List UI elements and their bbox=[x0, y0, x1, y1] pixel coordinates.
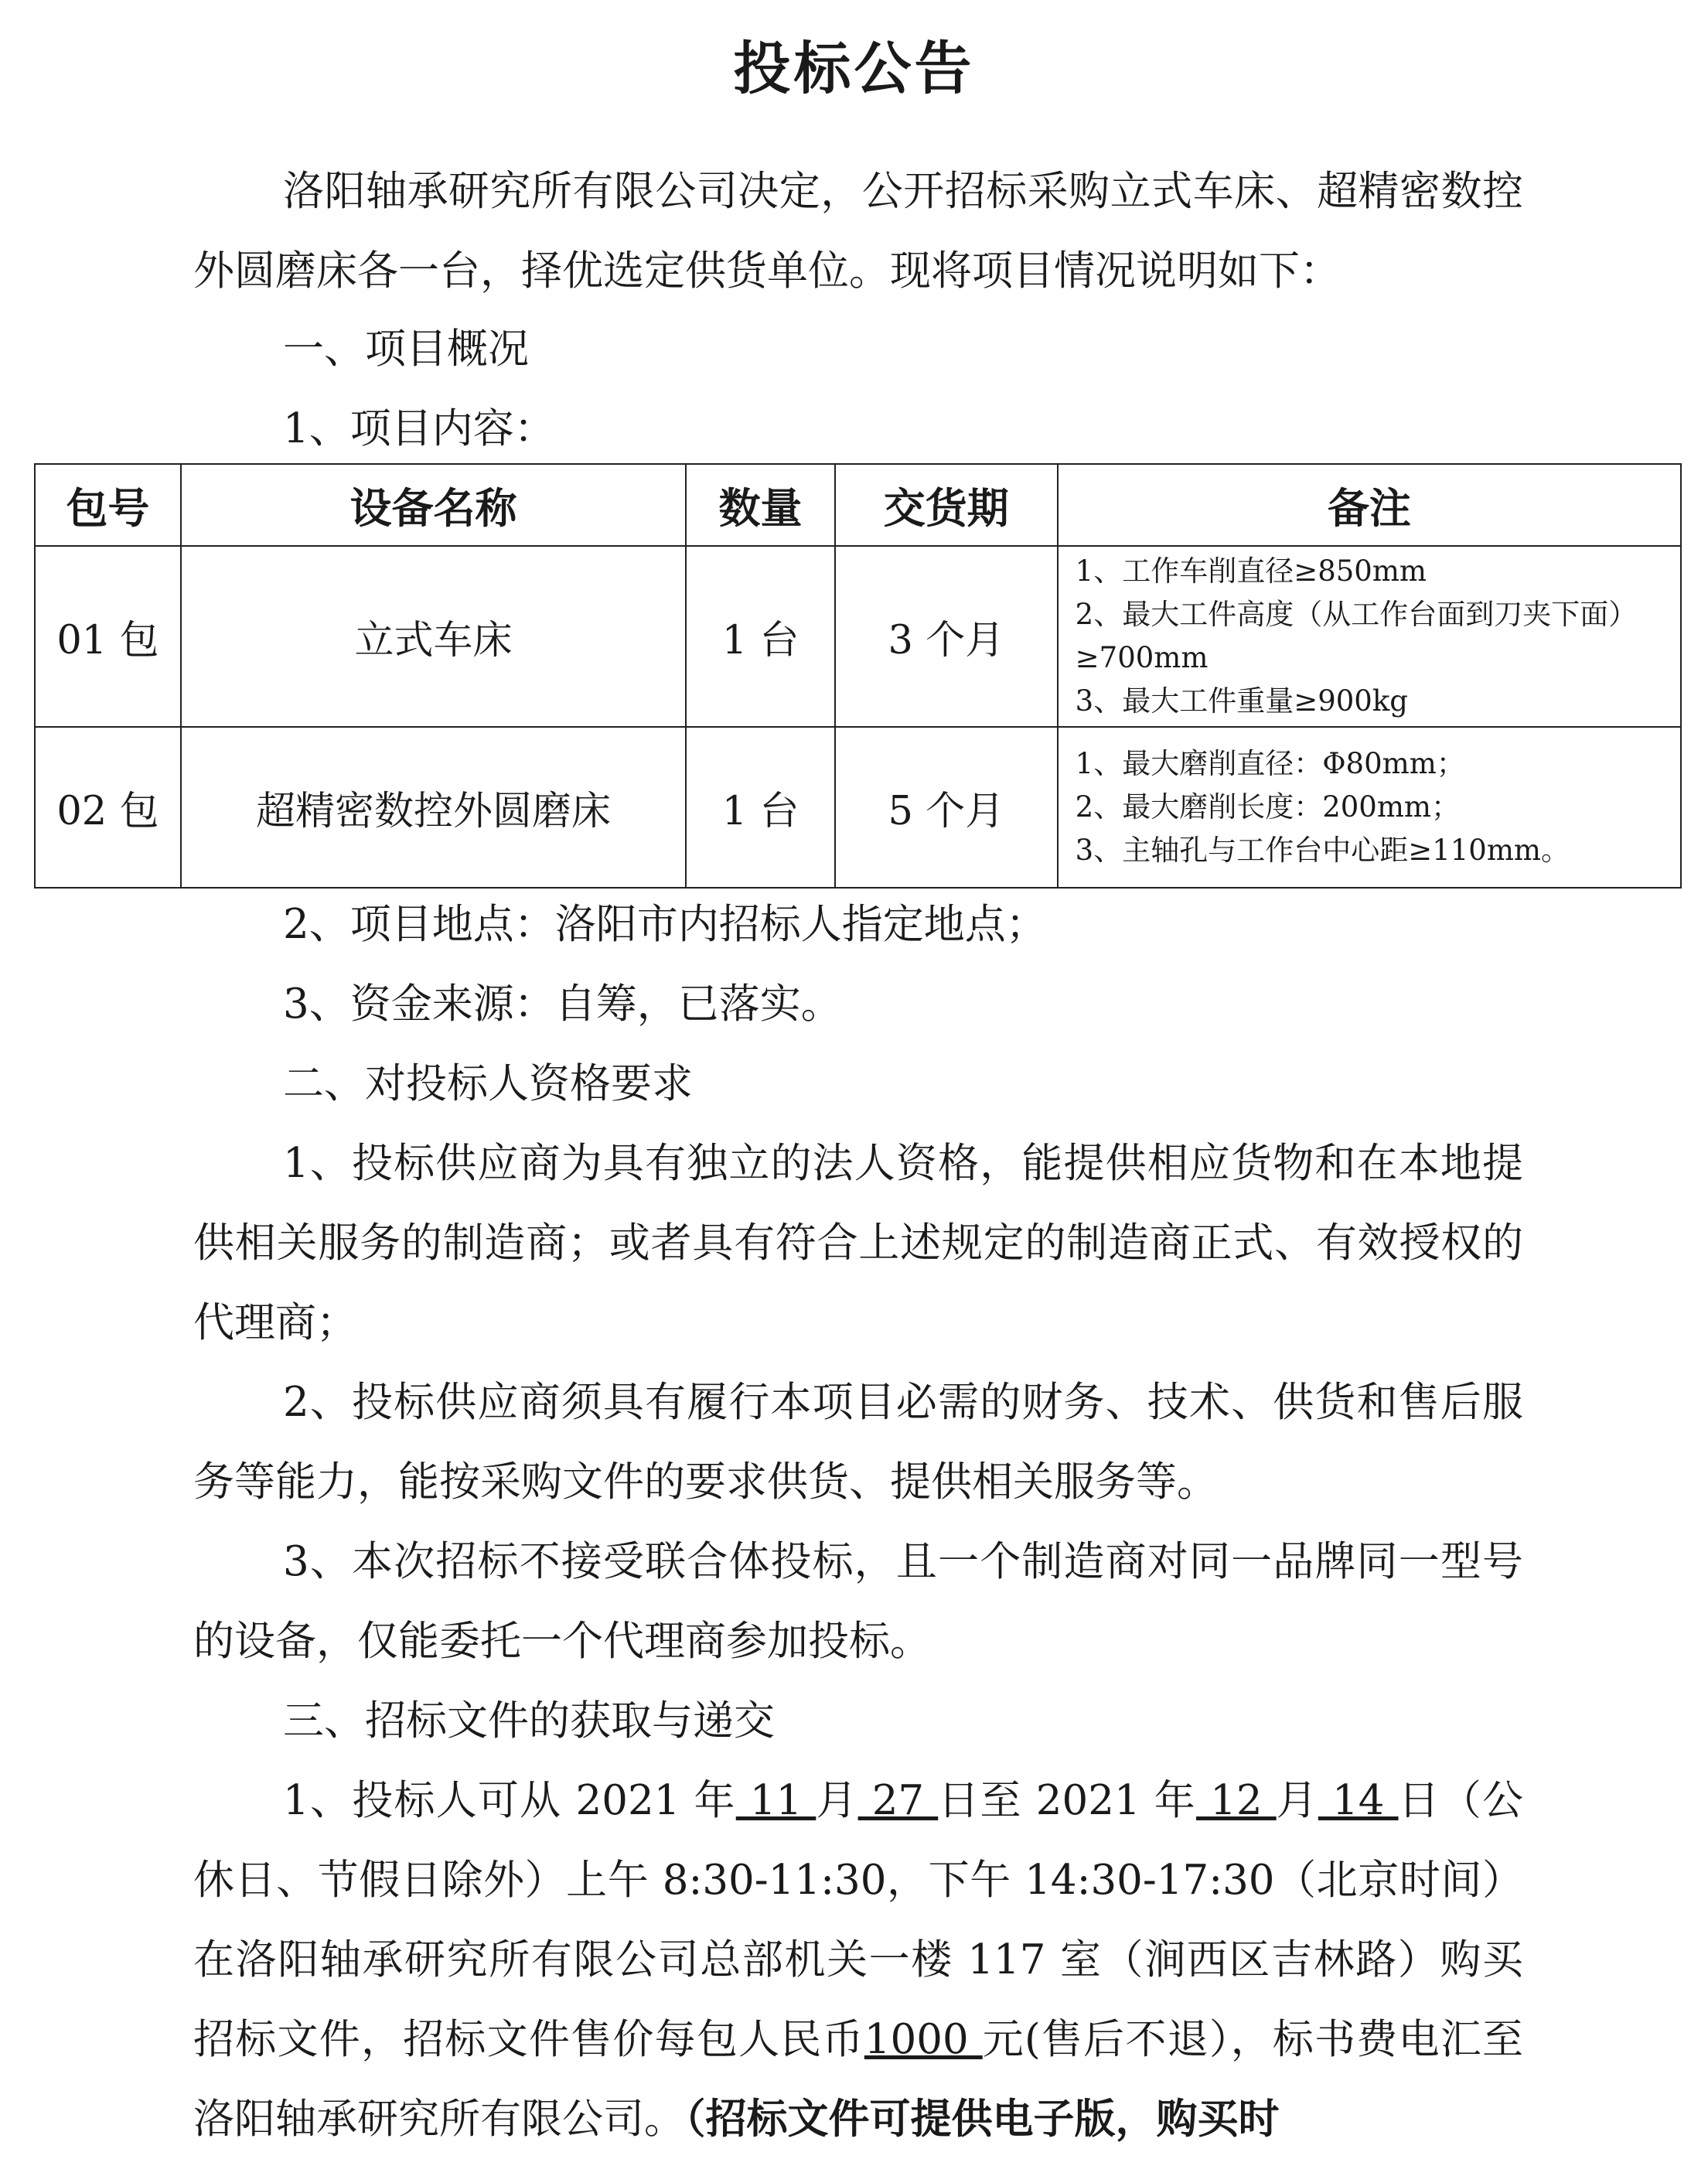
cell-equipment-name: 立式车床 bbox=[181, 546, 686, 727]
header-delivery: 交货期 bbox=[835, 464, 1058, 546]
start-month: 11 bbox=[735, 1777, 816, 1824]
text-segment: 日至 2021 年 bbox=[938, 1777, 1197, 1824]
cell-delivery: 3 个月 bbox=[835, 546, 1058, 727]
page-title: 投标公告 bbox=[733, 36, 975, 102]
section2-heading: 二、对投标人资格要求 bbox=[283, 1060, 693, 1107]
header-equipment-name: 设备名称 bbox=[181, 464, 686, 546]
document-price: 1000 bbox=[864, 2016, 983, 2063]
cell-package: 01 包 bbox=[35, 546, 181, 727]
section3-heading: 三、招标文件的获取与递交 bbox=[283, 1697, 775, 1745]
cell-notes bbox=[1058, 546, 1681, 727]
note-line: 2、最大工件高度（从工作台面到刀夹下面）≥700mm bbox=[1075, 598, 1638, 674]
section1-item2: 2、项目地点：洛阳市内招标人指定地点； bbox=[283, 901, 1047, 948]
table-row bbox=[35, 546, 1681, 727]
cell-quantity: 1 台 bbox=[686, 546, 835, 727]
section1-item1: 1、项目内容： bbox=[283, 405, 555, 452]
note-line: 3、主轴孔与工作台中心距≥110mm。 bbox=[1075, 834, 1570, 867]
header-quantity: 数量 bbox=[686, 464, 835, 546]
section1-item3: 3、资金来源：自筹，已落实。 bbox=[283, 981, 842, 1028]
table-header-row bbox=[35, 464, 1681, 546]
cell-package: 02 包 bbox=[35, 727, 181, 888]
header-notes: 备注 bbox=[1058, 464, 1681, 546]
cell-delivery: 5 个月 bbox=[835, 727, 1058, 888]
note-line: 2、最大磨削长度：200mm； bbox=[1075, 790, 1460, 824]
text-segment: 1、投标人可从 2021 年 bbox=[283, 1777, 736, 1824]
text-segment: 元(售后不退），标书费电汇至洛阳轴承研究所有限公司。 bbox=[193, 2016, 1523, 2143]
note-line: 3、最大工件重量≥900kg bbox=[1075, 684, 1408, 718]
header-package: 包号 bbox=[35, 464, 181, 546]
equipment-table bbox=[34, 463, 1682, 889]
section2-item2: 2、投标供应商须具有履行本项目必需的财务、技术、供货和售后服务等能力，能按采购文件的要求供货、提供相关服务等。 bbox=[193, 1379, 1523, 1506]
end-day: 14 bbox=[1318, 1777, 1399, 1824]
cell-quantity: 1 台 bbox=[686, 727, 835, 888]
note-line: 1、工作车削直径≥850mm bbox=[1075, 554, 1427, 588]
text-segment: 日（公休日、节假日除外）上午 8:30-11:30，下午 14:30-17:30（北京时间）在洛阳轴承研究所有限公司总部机关一楼 117 室（涧西区吉林路）购买招标文件，招标文件售价每包人民币 bbox=[193, 1777, 1523, 2063]
bold-note: （招标文件可提供电子版，购买时 bbox=[685, 2096, 1280, 2143]
section2-item1: 1、投标供应商为具有独立的法人资格，能提供相应货物和在本地提供相关服务的制造商；或者具有符合上述规定的制造商正式、有效授权的代理商； bbox=[193, 1140, 1523, 1346]
intro-paragraph: 洛阳轴承研究所有限公司决定，公开招标采购立式车床、超精密数控外圆磨床各一台，择优选定供货单位。现将项目情况说明如下： bbox=[193, 168, 1523, 295]
text-segment: 月 bbox=[1276, 1777, 1318, 1824]
text-segment: 月 bbox=[816, 1777, 858, 1824]
end-month: 12 bbox=[1196, 1777, 1277, 1824]
note-line: 1、最大磨削直径：Φ80mm； bbox=[1075, 747, 1465, 780]
table-row bbox=[35, 727, 1681, 888]
cell-equipment-name: 超精密数控外圆磨床 bbox=[181, 727, 686, 888]
section3-item1 bbox=[193, 1761, 1523, 2159]
cell-notes bbox=[1058, 727, 1681, 888]
start-day: 27 bbox=[857, 1777, 939, 1824]
section1-heading: 一、项目概况 bbox=[283, 326, 529, 373]
section2-item3: 3、本次招标不接受联合体投标，且一个制造商对同一品牌同一型号的设备，仅能委托一个代理商参加投标。 bbox=[193, 1538, 1523, 1665]
